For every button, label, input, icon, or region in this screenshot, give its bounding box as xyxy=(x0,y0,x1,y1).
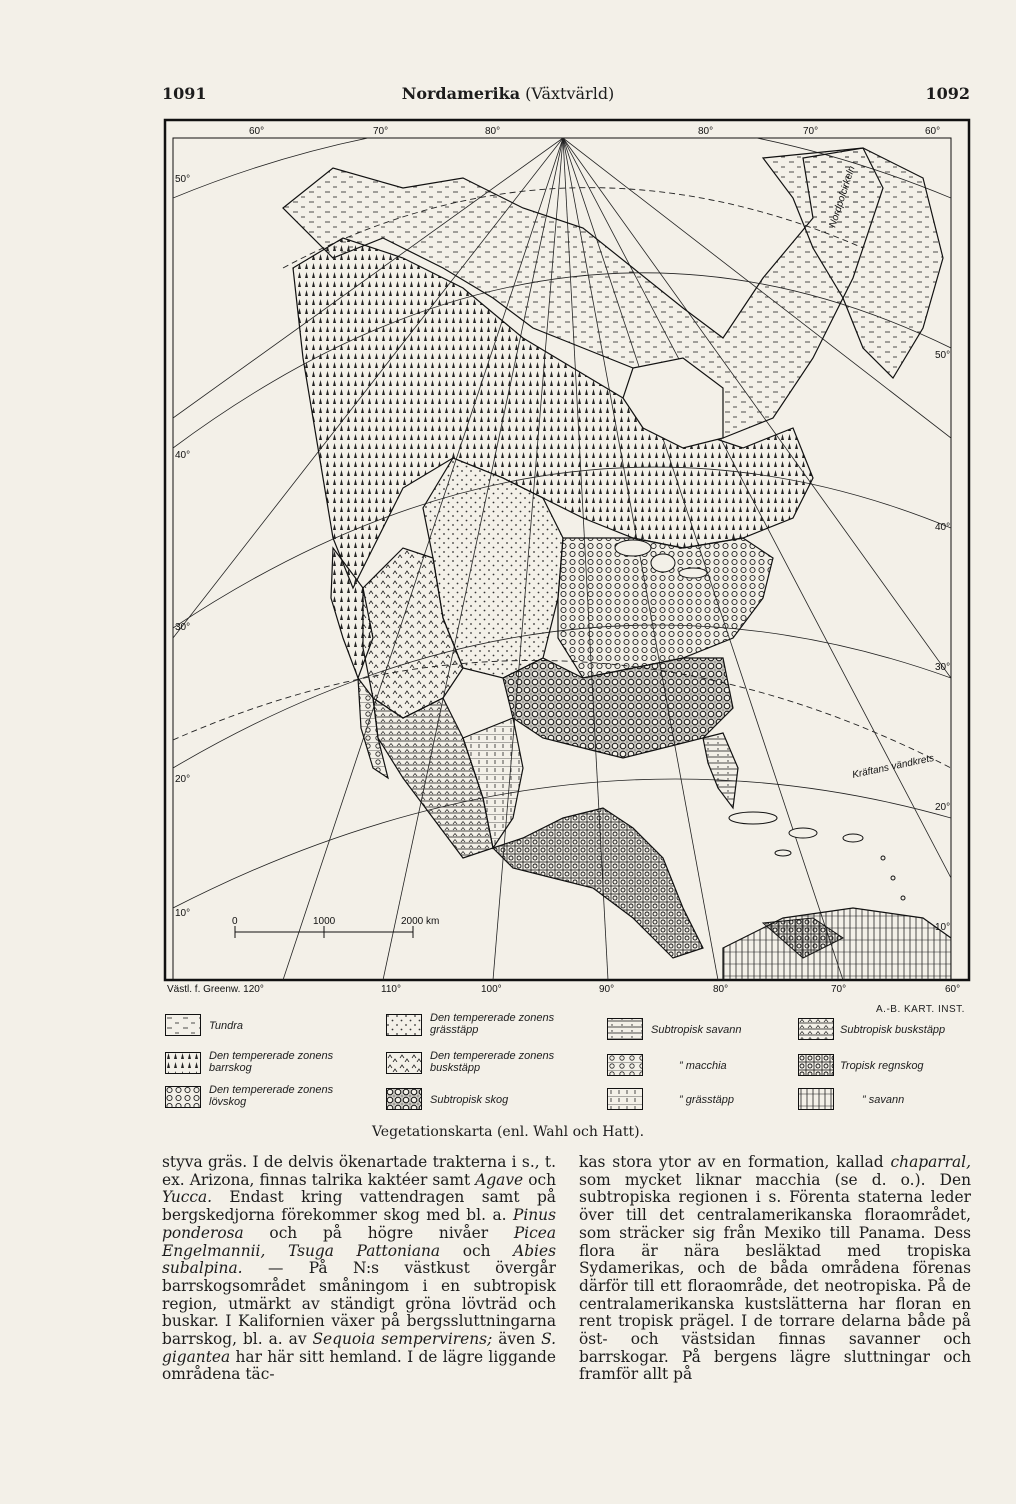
lon-top-2: 70° xyxy=(373,126,389,137)
legend-coniferous xyxy=(165,1050,375,1078)
legend-label-tropical-rainforest: Tropisk regnskog xyxy=(840,1060,924,1072)
scale-bar xyxy=(232,916,439,938)
legend-swatch-tundra xyxy=(165,1014,201,1036)
page-number-right: 1092 xyxy=(925,84,970,103)
left-run: även xyxy=(492,1330,542,1349)
left-run: Abies subalpina. xyxy=(162,1241,556,1278)
right-run: som mycket liknar macchia (se d. o.). Den subtropiska regionen i s. Förenta staterna leder över till det centralamerikanska floraområdet, som sträcker sig från Mexiko till Panama. Dess flora är nära besläktad med tropiska Sydamerikas, och de båda områdena förenas därför till ett floraområde, det neotropiska. På de centralamerikanska kustslätterna har floran en rent tropisk prägel. I de torrare delarna både på öst- och västsidan finnas savanner och barrskogar. På bergens lägre sluttningar och framför allt på xyxy=(579,1170,971,1384)
lat-left-40: 40° xyxy=(175,450,191,461)
lon-top-3: 80° xyxy=(485,126,501,137)
lon-top-5: 70° xyxy=(803,126,819,137)
legend-label-coniferous: Den tempererade zonens barrskog xyxy=(209,1050,334,1074)
legend-grass-steppe xyxy=(386,1012,586,1040)
lat-right-10: 10° xyxy=(935,922,951,933)
legend-subtropical-forest xyxy=(386,1086,586,1114)
lon-bottom-7: 60° xyxy=(945,984,961,995)
map-caption: Vegetationskarta (enl. Wahl och Hatt). xyxy=(371,1124,645,1140)
legend-label-subtropical-shrub: Subtropisk buskstäpp xyxy=(840,1024,946,1036)
legend-swatch-tropical-rainforest xyxy=(798,1054,834,1076)
page-number-left: 1091 xyxy=(162,84,207,103)
region-subtropical-savanna xyxy=(703,733,738,808)
lat-left-50: 50° xyxy=(175,174,191,185)
left-run: Sequoia sempervirens; xyxy=(312,1330,493,1349)
left-run: — På N:s västkust övergår barrskogsområdet småningom i en subtropisk region, utmärkt av ständigt gröna lövträd och buskar. I Kalifornien växer på bergssluttningarna barrskog, bl. a. av xyxy=(162,1259,556,1349)
legend-swatch-macchia xyxy=(607,1054,643,1076)
legend-swatch-grass-steppe xyxy=(386,1014,422,1036)
running-title-main: Nordamerika xyxy=(401,84,521,103)
region-subtropical-forest xyxy=(503,658,733,758)
lon-top-6: 60° xyxy=(925,126,941,137)
left-run: och xyxy=(440,1241,514,1260)
running-title-sub: (Växtvärld) xyxy=(520,84,615,103)
legend-swatch-subtropical-grass xyxy=(607,1088,643,1110)
map-legend xyxy=(0,1010,1016,1120)
lon-bottom-5: 80° xyxy=(713,984,729,995)
label-arctic-circle: Nordpolcirkeln xyxy=(827,164,858,229)
legend-label-tundra: Tundra xyxy=(209,1020,244,1032)
map-svg xyxy=(163,118,971,1002)
scale-0: 0 xyxy=(232,916,238,927)
left-run: Agave xyxy=(475,1170,524,1189)
body-paragraph-right xyxy=(579,1154,971,1384)
label-tropic-cancer: Kräftans vändkrets xyxy=(851,752,936,781)
left-run: Endast kring vattendragen samt på bergskedjorna förekommer skog med bl. a. xyxy=(162,1188,556,1225)
left-run: styva gräs. I de delvis ökenartade trakterna i s., t. ex. Arizona, finnas talrika kaktéer samt xyxy=(162,1153,556,1189)
lat-right-50: 50° xyxy=(935,350,951,361)
legend-deciduous xyxy=(165,1084,375,1112)
legend-label-subtropical-grass: ” grässtäpp xyxy=(679,1094,735,1106)
legend-swatch-coniferous xyxy=(165,1052,201,1074)
body-column-left xyxy=(162,1154,556,1384)
legend-swatch-tropical-savanna xyxy=(798,1088,834,1110)
lon-top-1: 60° xyxy=(249,126,265,137)
caribbean-islands xyxy=(729,812,905,900)
left-run: och på högre nivåer xyxy=(243,1223,514,1242)
legend-swatch-subtropical-savanna xyxy=(607,1018,643,1040)
page-header xyxy=(0,84,1016,108)
legend-swatch-shrub-steppe xyxy=(386,1052,422,1074)
lon-bottom-3: 100° xyxy=(481,984,502,995)
lat-right-40: 40° xyxy=(935,522,951,533)
legend-swatch-subtropical-shrub xyxy=(798,1018,834,1040)
legend-swatch-deciduous xyxy=(165,1086,201,1108)
lon-bottom-1: Västl. f. Greenw. 120° xyxy=(167,984,264,995)
lat-right-20: 20° xyxy=(935,802,951,813)
legend-label-grass-steppe: Den tempererade zonens grässtäpp xyxy=(430,1012,555,1036)
legend-label-deciduous: Den tempererade zonens lövskog xyxy=(209,1084,334,1108)
legend-label-subtropical-forest: Subtropisk skog xyxy=(430,1094,509,1106)
vegetation-map xyxy=(163,118,971,1002)
lon-bottom-4: 90° xyxy=(599,984,615,995)
scale-1000: 1000 xyxy=(313,916,336,927)
legend-label-macchia: ” macchia xyxy=(679,1060,727,1072)
left-run: och xyxy=(523,1170,556,1189)
lat-left-30: 30° xyxy=(175,622,191,633)
left-run: Picea Engelmannii, Tsuga Pattoniana xyxy=(162,1223,556,1260)
lon-bottom-2: 110° xyxy=(381,984,401,995)
left-run: Pinus ponderosa xyxy=(162,1206,556,1242)
region-tropical-rainforest xyxy=(493,808,703,958)
scale-2000: 2000 km xyxy=(401,916,440,927)
lat-right-30: 30° xyxy=(935,662,951,673)
right-run: kas stora ytor av en formation, kallad xyxy=(579,1153,891,1171)
running-title xyxy=(0,84,1016,103)
map-credit: A.-B. KART. INST. xyxy=(876,1004,965,1015)
legend-swatch-subtropical-forest xyxy=(386,1088,422,1110)
body-paragraph-left xyxy=(162,1154,556,1384)
right-run: chaparral, xyxy=(890,1153,971,1171)
region-subtropical-shrub xyxy=(373,698,493,858)
legend-label-shrub-steppe: Den tempererade zonens buskstäpp xyxy=(430,1050,555,1074)
legend-shrub-steppe xyxy=(386,1050,586,1078)
left-run: S. gigantea xyxy=(162,1330,557,1366)
left-run: har här sitt hemland. I de lägre liggande områdena täc- xyxy=(162,1347,556,1384)
lat-left-20: 20° xyxy=(175,774,191,785)
lon-bottom-6: 70° xyxy=(831,984,847,995)
left-run: Yucca. xyxy=(162,1188,213,1207)
legend-label-tropical-savanna: ” savann xyxy=(862,1094,905,1106)
region-tropical-savanna xyxy=(723,908,951,980)
lon-top-4: 80° xyxy=(698,126,714,137)
body-column-right xyxy=(579,1154,971,1384)
lat-left-10: 10° xyxy=(175,908,191,919)
legend-label-subtropical-savanna: Subtropisk savann xyxy=(651,1024,742,1036)
